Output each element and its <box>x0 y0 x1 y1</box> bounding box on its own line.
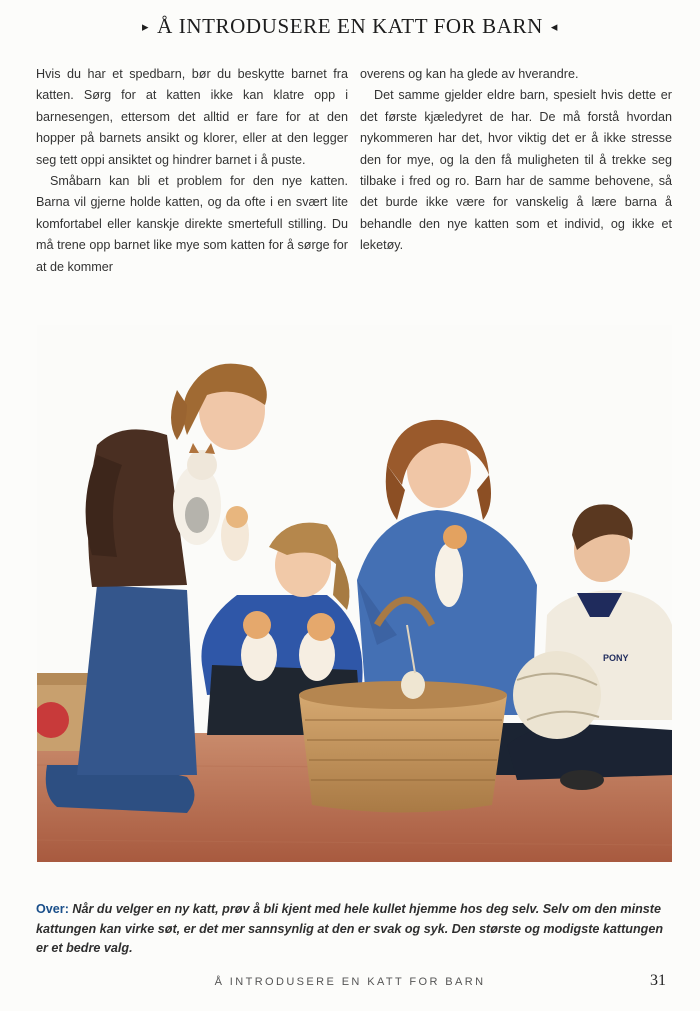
photo-caption <box>36 900 672 959</box>
left-text-column <box>36 64 348 278</box>
running-footer: Å INTRODUSERE EN KATT FOR BARN <box>214 976 486 988</box>
paragraph: Hvis du har et spedbarn, bør du beskytte barnet fra katten. Sørg for at katten ikke kan klatre opp i barnesengen, ettersom det alltid er fare for at den hopper på barnets ansikt og klorer, eller at den legger seg tett oppi ansiktet og hindrer barnet i å puste. <box>36 67 348 167</box>
shirt-logo: PONY <box>603 653 629 663</box>
caption-text: Når du velger en ny katt, prøv å bli kjent med hele kullet hjemme hos deg selv. Selv om den minste kattungen kan virke søt, er det mer sannsynlig at den er svak og syk. Den største og modigste kattungen er et bedre valg. <box>36 902 664 955</box>
paragraph: Det samme gjelder eldre barn, spesielt hvis dette er det første kjæledyret de har. De må forstå hvordan nykommeren har det, hvor viktig det er å ikke stresse den for mye, og la den få muligheten til å trekke seg tilbake i fred og ro. Barn har de samme behovene, så det burde ikke være for vanskelig å lære barna å behandle den nye katten som et individ, og ikke et leketøy. <box>360 88 672 253</box>
caption-lead: Over: <box>36 902 69 916</box>
page-header <box>0 14 700 39</box>
paragraph: Småbarn kan bli et problem for den nye katten. Barna vil gjerne holde katten, og da ofte i en svært lite komfortabel eller kanskje direkte smertefull stilling. Du må trene opp barnet like mye som katten for å sørge for at de kommer <box>36 174 348 274</box>
volleyball <box>513 651 601 739</box>
paragraph: overens og kan ha glede av hverandre. <box>360 67 579 81</box>
right-text-column <box>360 64 672 257</box>
chapter-title: Å INTRODUSERE EN KATT FOR BARN <box>157 14 543 38</box>
right-triangle-icon: ▸ <box>142 19 150 34</box>
page-number: 31 <box>650 972 666 989</box>
family-with-kittens-photo <box>37 325 672 862</box>
left-triangle-icon: ◂ <box>550 19 558 34</box>
